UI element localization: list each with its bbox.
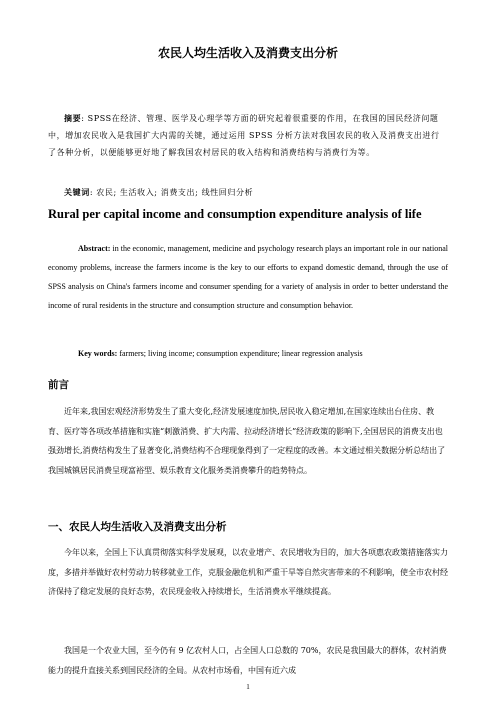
page-number: 1 bbox=[246, 683, 250, 691]
section1-paragraph-1: 今年以来，全国上下认真贯彻落实科学发展观，以农业增产、农民增收为目的，加大各项惠农政策措施落实力度，多措并举做好农村劳动力转移就业工作，克服金融危机和严重干旱等自然灾害带来的不利影响，使全市农村经济保持了稳定发展的良好态势，农民现金收入持续增长，生活消费水平继续提高。 bbox=[48, 548, 448, 596]
abstract-text: : SPSS在经济、管理、医学及心理学等方面的研究起着很重要的作用，在我国的国民经济问题中，增加农民收入是我国扩大内需的关键，通过运用 SPSS 分析方法对我国农民的收入及消费支出进行了各种分析，以便能够更好地了解我国农村居民的收入结构和消费结构与消费行为等。 bbox=[48, 114, 440, 157]
foreword-paragraph: 近年来,我国宏观经济形势发生了重大变化,经济发展速度加快,居民收入稳定增加,在国家连续出台住房、教育、医疗等各项改革措施和实施“刺激消费、扩大内需、拉动经济增长”经济政策的影响下,全国居民的消费支出也强劲增长,消费结构发生了显著变化,消费结构不合理现象得到了一定程度的改善。本文通过相关数据分析总结出了我国城镇居民消费呈现富裕型、娱乐教育文化服务类消费攀升的趋势特点。 bbox=[48, 407, 446, 475]
abstract-en-text: in the economic, management, medicine and psychology research plays an important role in our national economy problems, increase the farmers income is the key to our efforts to expand domestic demand, through the use of SPSS analysis on China's farmers income and consumer spending for a variety of analysis in order to better understand the income of rural residents in the structure and consumption structure and consumption behavior. bbox=[48, 244, 448, 310]
abstract-en-label: Abstract: bbox=[78, 244, 111, 253]
abstract-label: 摘要 bbox=[64, 114, 82, 123]
section1-paragraph-2: 我国是一个农业大国，至今仍有 9 亿农村人口，占全国人口总数的 70%，农民是我国最大的群体，农村消费能力的提升直接关系到国民经济的全局。从农村市场看，中国有近六成 bbox=[48, 646, 447, 675]
foreword-heading: 前言 bbox=[48, 379, 69, 391]
keywords-en-text: farmers; living income; consumption expenditure; linear regression analysis bbox=[117, 349, 363, 358]
abstract-chinese bbox=[48, 110, 448, 161]
section1-heading: 一、农民人均生活收入及消费支出分析 bbox=[48, 521, 227, 533]
page-title: 农民人均生活收入及消费支出分析 bbox=[157, 46, 338, 60]
keywords-en-label: Key words: bbox=[78, 349, 118, 358]
abstract-english bbox=[48, 239, 448, 315]
keywords-chinese bbox=[64, 186, 444, 200]
keywords-english bbox=[78, 347, 468, 361]
english-title: Rural per capital income and consumption expenditure analysis of life bbox=[48, 207, 422, 221]
keywords-label: 关键词 bbox=[64, 188, 90, 197]
keywords-text: : 农民; 生活收入; 消费支出; 线性回归分析 bbox=[89, 188, 254, 197]
